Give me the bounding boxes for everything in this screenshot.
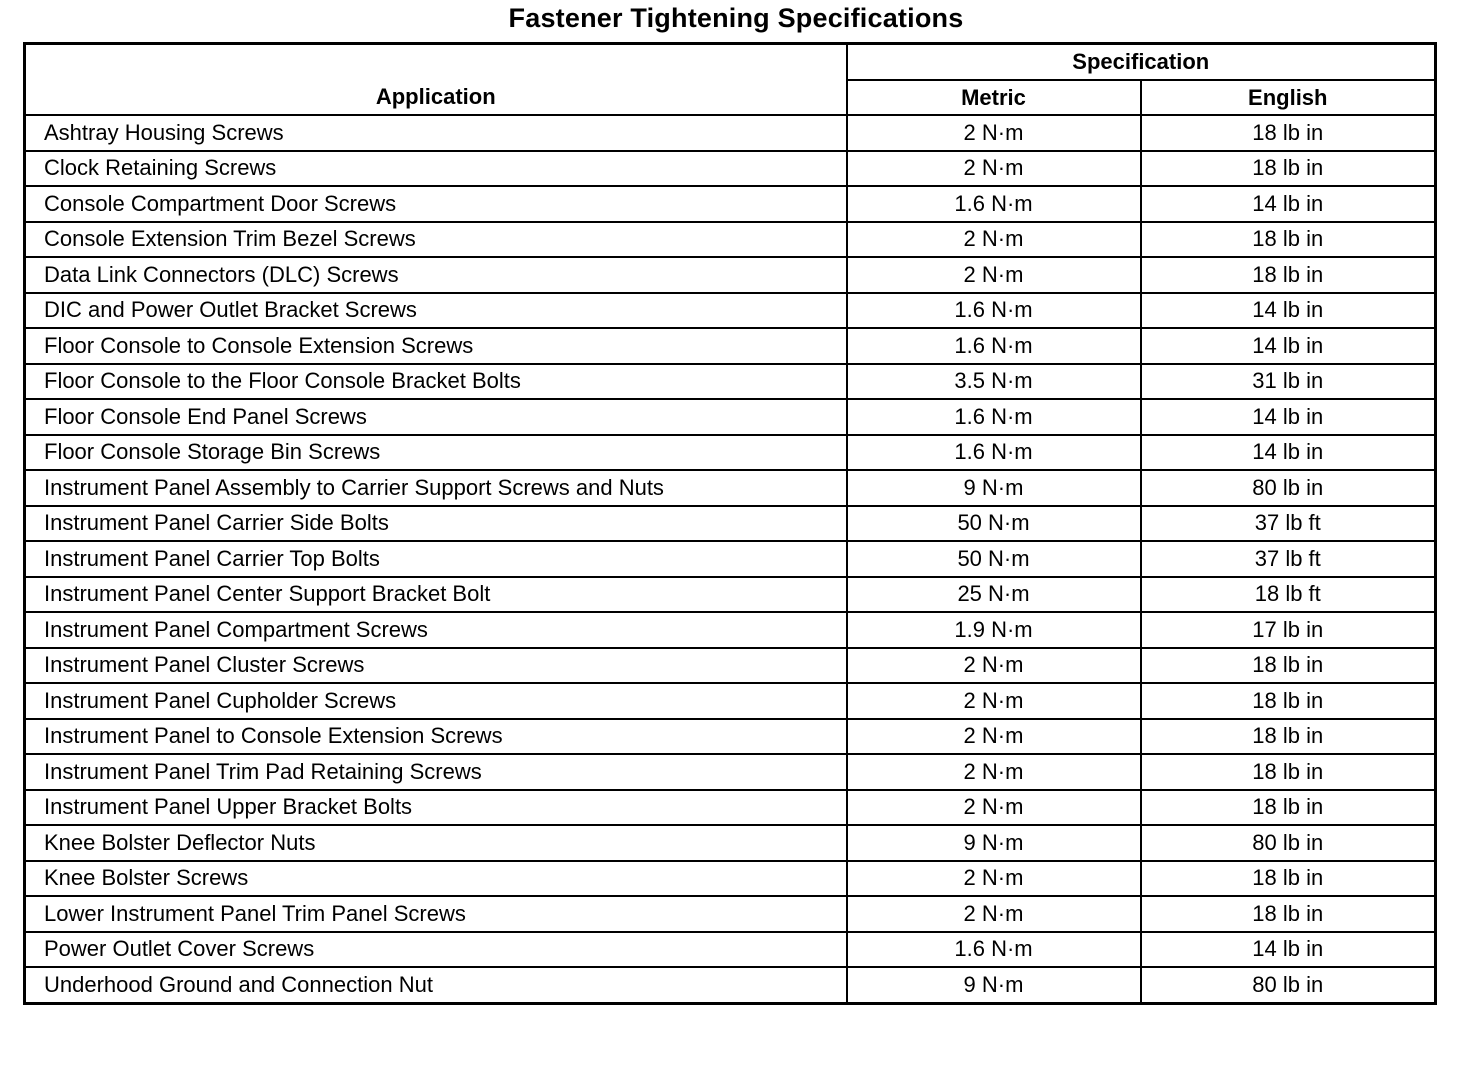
application-cell: Instrument Panel Carrier Side Bolts — [25, 506, 847, 542]
metric-value-cell: 1.6 N·m — [847, 328, 1141, 364]
application-cell: Floor Console Storage Bin Screws — [25, 435, 847, 471]
table-row — [25, 399, 1436, 435]
metric-value-cell: 1.6 N·m — [847, 435, 1141, 471]
metric-value-cell: 2 N·m — [847, 683, 1141, 719]
application-cell: Floor Console to Console Extension Screws — [25, 328, 847, 364]
english-value-cell: 18 lb in — [1141, 719, 1436, 755]
application-cell: Knee Bolster Deflector Nuts — [25, 825, 847, 861]
table-row — [25, 967, 1436, 1003]
metric-value-cell: 2 N·m — [847, 257, 1141, 293]
english-value-cell: 18 lb in — [1141, 754, 1436, 790]
table-row — [25, 222, 1436, 258]
application-cell: Floor Console End Panel Screws — [25, 399, 847, 435]
metric-value-cell: 9 N·m — [847, 967, 1141, 1003]
metric-value-cell: 2 N·m — [847, 754, 1141, 790]
english-value-cell: 17 lb in — [1141, 612, 1436, 648]
application-cell: Floor Console to the Floor Console Bracket Bolts — [25, 364, 847, 400]
table-row — [25, 328, 1436, 364]
table-row — [25, 186, 1436, 222]
application-cell: Instrument Panel Upper Bracket Bolts — [25, 790, 847, 826]
english-value-cell: 18 lb in — [1141, 222, 1436, 258]
application-cell: Knee Bolster Screws — [25, 861, 847, 897]
application-cell: Instrument Panel to Console Extension Screws — [25, 719, 847, 755]
metric-value-cell: 50 N·m — [847, 506, 1141, 542]
table-row — [25, 861, 1436, 897]
english-value-cell: 80 lb in — [1141, 967, 1436, 1003]
specification-column-header: Specification — [847, 44, 1436, 81]
table-row — [25, 151, 1436, 187]
metric-value-cell: 2 N·m — [847, 222, 1141, 258]
english-value-cell: 31 lb in — [1141, 364, 1436, 400]
table-row — [25, 115, 1436, 151]
application-cell: Instrument Panel Carrier Top Bolts — [25, 541, 847, 577]
table-row — [25, 719, 1436, 755]
table-row — [25, 683, 1436, 719]
table-row — [25, 293, 1436, 329]
application-cell: Power Outlet Cover Screws — [25, 932, 847, 968]
fastener-spec-table — [23, 42, 1437, 1005]
application-cell: Instrument Panel Center Support Bracket Bolt — [25, 577, 847, 613]
table-row — [25, 790, 1436, 826]
application-cell: Console Extension Trim Bezel Screws — [25, 222, 847, 258]
application-cell: Ashtray Housing Screws — [25, 115, 847, 151]
english-value-cell: 14 lb in — [1141, 186, 1436, 222]
application-cell: Console Compartment Door Screws — [25, 186, 847, 222]
metric-value-cell: 2 N·m — [847, 719, 1141, 755]
metric-value-cell: 9 N·m — [847, 825, 1141, 861]
english-value-cell: 80 lb in — [1141, 470, 1436, 506]
english-value-cell: 18 lb in — [1141, 683, 1436, 719]
application-cell: Instrument Panel Cupholder Screws — [25, 683, 847, 719]
application-cell: Data Link Connectors (DLC) Screws — [25, 257, 847, 293]
table-row — [25, 506, 1436, 542]
page-title: Fastener Tightening Specifications — [508, 3, 964, 33]
metric-value-cell: 1.6 N·m — [847, 399, 1141, 435]
table-row — [25, 825, 1436, 861]
metric-value-cell: 25 N·m — [847, 577, 1141, 613]
application-cell: Instrument Panel Cluster Screws — [25, 648, 847, 684]
metric-value-cell: 3.5 N·m — [847, 364, 1141, 400]
english-value-cell: 14 lb in — [1141, 932, 1436, 968]
table-row — [25, 896, 1436, 932]
metric-value-cell: 2 N·m — [847, 896, 1141, 932]
table-row — [25, 541, 1436, 577]
english-value-cell: 18 lb in — [1141, 648, 1436, 684]
table-row — [25, 932, 1436, 968]
english-value-cell: 80 lb in — [1141, 825, 1436, 861]
metric-value-cell: 1.6 N·m — [847, 293, 1141, 329]
application-cell: Lower Instrument Panel Trim Panel Screws — [25, 896, 847, 932]
table-row — [25, 435, 1436, 471]
metric-column-header: Metric — [847, 80, 1141, 115]
metric-value-cell: 2 N·m — [847, 151, 1141, 187]
metric-value-cell: 2 N·m — [847, 790, 1141, 826]
table-row — [25, 364, 1436, 400]
metric-value-cell: 2 N·m — [847, 115, 1141, 151]
english-value-cell: 18 lb in — [1141, 115, 1436, 151]
table-row — [25, 257, 1436, 293]
application-cell: DIC and Power Outlet Bracket Screws — [25, 293, 847, 329]
metric-value-cell: 2 N·m — [847, 648, 1141, 684]
english-value-cell: 18 lb in — [1141, 257, 1436, 293]
english-value-cell: 37 lb ft — [1141, 506, 1436, 542]
table-header — [25, 44, 1436, 116]
english-value-cell: 14 lb in — [1141, 328, 1436, 364]
application-cell: Instrument Panel Trim Pad Retaining Screws — [25, 754, 847, 790]
english-value-cell: 18 lb in — [1141, 790, 1436, 826]
english-value-cell: 18 lb in — [1141, 861, 1436, 897]
metric-value-cell: 9 N·m — [847, 470, 1141, 506]
application-cell: Clock Retaining Screws — [25, 151, 847, 187]
table-row — [25, 612, 1436, 648]
table-row — [25, 577, 1436, 613]
english-value-cell: 37 lb ft — [1141, 541, 1436, 577]
metric-value-cell: 1.6 N·m — [847, 932, 1141, 968]
metric-value-cell: 1.6 N·m — [847, 186, 1141, 222]
english-value-cell: 18 lb in — [1141, 896, 1436, 932]
english-column-header: English — [1141, 80, 1436, 115]
metric-value-cell: 50 N·m — [847, 541, 1141, 577]
application-column-header: Application — [25, 44, 847, 116]
table-body — [25, 115, 1436, 1003]
application-cell: Instrument Panel Assembly to Carrier Support Screws and Nuts — [25, 470, 847, 506]
table-row — [25, 470, 1436, 506]
table-row — [25, 754, 1436, 790]
english-value-cell: 14 lb in — [1141, 293, 1436, 329]
metric-value-cell: 2 N·m — [847, 861, 1141, 897]
english-value-cell: 18 lb ft — [1141, 577, 1436, 613]
table-row — [25, 648, 1436, 684]
english-value-cell: 18 lb in — [1141, 151, 1436, 187]
application-cell: Instrument Panel Compartment Screws — [25, 612, 847, 648]
metric-value-cell: 1.9 N·m — [847, 612, 1141, 648]
application-cell: Underhood Ground and Connection Nut — [25, 967, 847, 1003]
english-value-cell: 14 lb in — [1141, 435, 1436, 471]
english-value-cell: 14 lb in — [1141, 399, 1436, 435]
